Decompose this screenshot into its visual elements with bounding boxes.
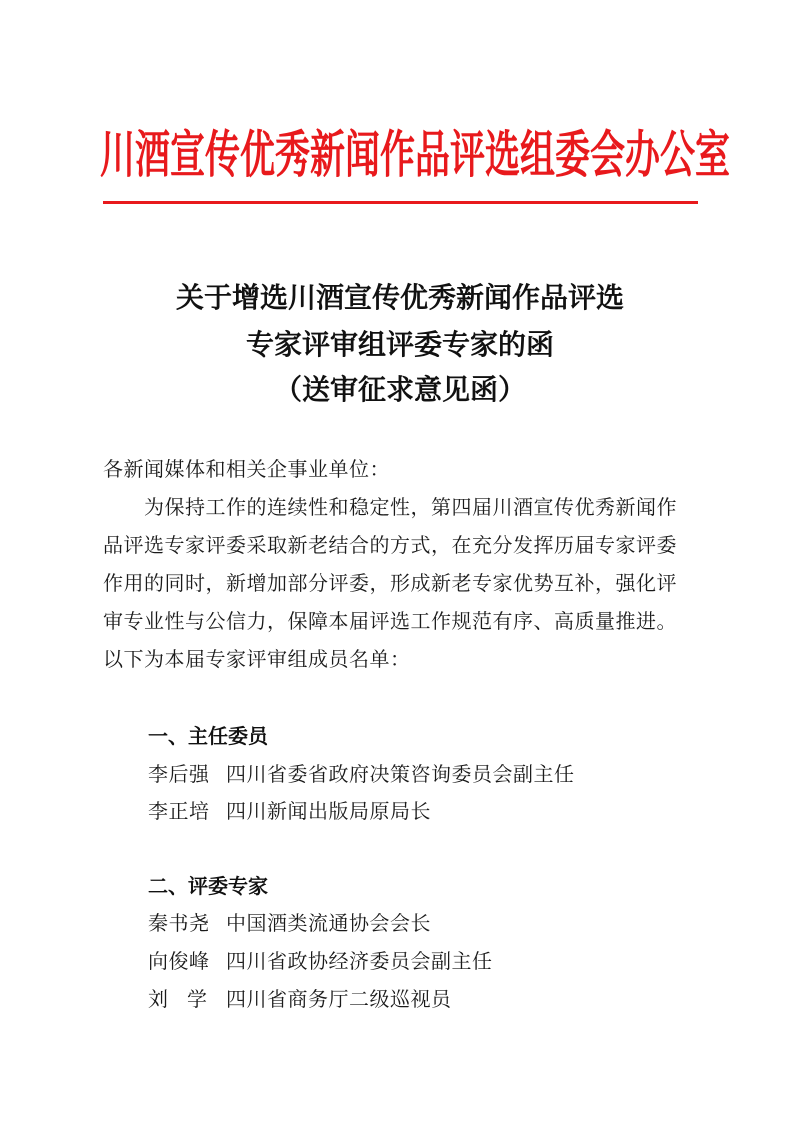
body-line-5: 以下为本届专家评审组成员名单：	[103, 647, 411, 671]
member-name: 向俊峰	[148, 949, 210, 973]
body-line-1: 为保持工作的连续性和稳定性，第四届川酒宣传优秀新闻作	[103, 495, 677, 519]
member-name: 秦书尧	[148, 911, 210, 935]
member-row	[148, 762, 575, 786]
member-role: 中国酒类流通协会会长	[226, 911, 431, 935]
org-letterhead: 川酒宣传优秀新闻作品评选组委会办公室	[100, 125, 731, 185]
member-role: 四川新闻出版局原局长	[226, 799, 431, 823]
member-row	[148, 949, 493, 973]
member-row	[148, 987, 452, 1011]
section-heading-directors: 一、主任委员	[148, 724, 268, 748]
body-line-2: 品评选专家评委采取新老结合的方式，在充分发挥历届专家评委	[103, 533, 677, 557]
member-name: 李正培	[148, 799, 210, 823]
member-row	[148, 911, 431, 935]
body-line-3: 作用的同时，新增加部分评委，形成新老专家优势互补，强化评	[103, 571, 677, 595]
member-row	[148, 799, 431, 823]
member-role: 四川省政协经济委员会副主任	[226, 949, 493, 973]
member-name: 李后强	[148, 762, 210, 786]
salutation: 各新闻媒体和相关企事业单位：	[103, 457, 390, 481]
member-name: 刘学	[148, 987, 226, 1011]
member-role: 四川省委省政府决策咨询委员会副主任	[226, 762, 575, 786]
body-line-4: 审专业性与公信力，保障本届评选工作规范有序、高质量推进。	[103, 609, 677, 633]
member-role: 四川省商务厅二级巡视员	[226, 987, 452, 1011]
letterhead-red-rule	[103, 201, 698, 204]
section-heading-experts: 二、评委专家	[148, 874, 268, 898]
doc-title-line-2: 专家评审组评委专家的函	[245, 328, 554, 361]
doc-title-line-3: （送审征求意见函）	[273, 373, 526, 406]
doc-title-line-1: 关于增选川酒宣传优秀新闻作品评选	[175, 281, 624, 314]
